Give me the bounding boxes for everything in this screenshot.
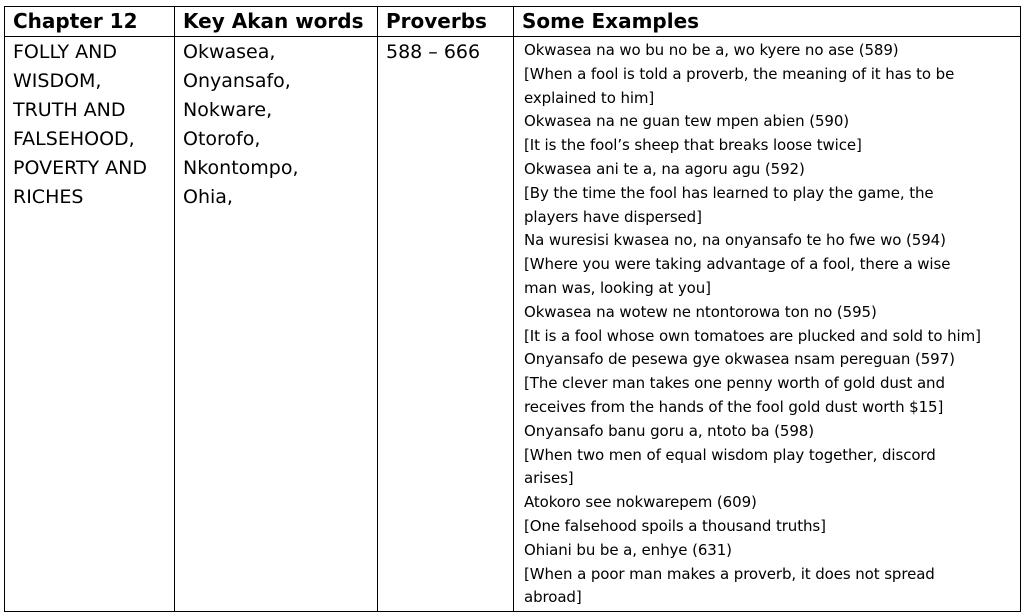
key-word: Nkontompo, <box>183 157 299 179</box>
key-word: Onyansafo, <box>183 70 291 92</box>
example-line: Onyansafo de pesewa gye okwasea nsam pereguan (597) <box>524 350 955 369</box>
proverbs-cell <box>378 37 514 612</box>
example-line: Okwasea na wo bu no be a, wo kyere no ase (589) <box>524 41 899 59</box>
proverb-range: 588 – 666 <box>386 41 481 63</box>
key-word: Otorofo, <box>183 128 261 150</box>
example-line: [Where you were taking advantage of a fool, there a wise <box>524 255 951 274</box>
key-word: Okwasea, <box>183 41 276 63</box>
header-proverbs: Proverbs <box>378 7 514 37</box>
chapter-line: TRUTH AND <box>13 99 126 121</box>
example-line: [One falsehood spoils a thousand truths] <box>524 516 826 535</box>
example-line: abroad] <box>524 588 582 607</box>
table-row <box>5 37 1021 612</box>
example-line: players have dispersed] <box>524 207 702 226</box>
example-line: [It is a fool whose own tomatoes are plucked and sold to him] <box>524 326 981 345</box>
example-line: man was, looking at you] <box>524 278 711 297</box>
proverbs-table <box>4 6 1021 612</box>
example-line: Onyansafo banu goru a, ntoto ba (598) <box>524 421 814 440</box>
key-word: Nokware, <box>183 99 273 121</box>
example-line: arises] <box>524 469 574 488</box>
example-line: [When a fool is told a proverb, the meaning of it has to be <box>524 64 955 83</box>
chapter-line: FALSEHOOD, <box>13 128 135 150</box>
header-row <box>5 7 1021 37</box>
example-line: Okwasea na wotew ne ntontorowa ton no (595) <box>524 302 877 321</box>
chapter-line: FOLLY AND <box>13 41 118 63</box>
examples-cell <box>514 37 1021 612</box>
key-word: Ohia, <box>183 186 233 208</box>
example-line: explained to him] <box>524 88 655 107</box>
header-key-akan-words: Key Akan words <box>175 7 378 37</box>
header-some-examples: Some Examples <box>514 7 1021 37</box>
key-words-cell <box>175 37 378 612</box>
chapter-line: POVERTY AND <box>13 157 147 179</box>
example-line: [By the time the fool has learned to play the game, the <box>524 183 934 202</box>
example-line: receives from the hands of the fool gold dust worth $15] <box>524 397 944 416</box>
example-line: [When a poor man makes a proverb, it does not spread <box>524 564 935 583</box>
chapter-line: RICHES <box>13 186 84 208</box>
example-line: Okwasea na ne guan tew mpen abien (590) <box>524 112 850 131</box>
example-line: [The clever man takes one penny worth of gold dust and <box>524 374 945 393</box>
chapter-line: WISDOM, <box>13 70 102 92</box>
header-chapter: Chapter 12 <box>5 7 175 37</box>
example-line: [When two men of equal wisdom play together, discord <box>524 445 936 464</box>
example-line: [It is the fool’s sheep that breaks loose twice] <box>524 136 862 155</box>
chapter-cell <box>5 37 175 612</box>
example-line: Okwasea ani te a, na agoru agu (592) <box>524 159 805 178</box>
proverbs-table-container <box>4 6 1020 612</box>
example-line: Atokoro see nokwarepem (609) <box>524 493 757 512</box>
example-line: Ohiani bu be a, enhye (631) <box>524 540 732 559</box>
example-line: Na wuresisi kwasea no, na onyansafo te ho fwe wo (594) <box>524 231 946 250</box>
